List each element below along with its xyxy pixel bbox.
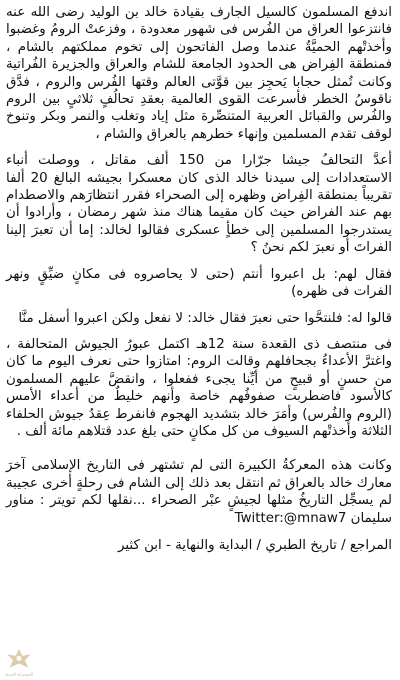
paragraph-conclusion [6, 457, 392, 527]
spacer [6, 327, 392, 336]
spacer [6, 143, 392, 152]
paragraph-alliance: أعدَّ التحالفُ جيشا جرّارا من 150 ألف مقاتل ، ووصلت أنباء الاستعدادات إلى سيدنا خالد الذى كان معسكرا بجيشه البالغ 20 ألفا تقريباً بمنطقة الفِراض وظهره إلى الصحراء فقرر انتظارَهم والاصطدام بهم عند الفراض حيث كان مقيما هناك منذ شهر رمضان ، وأرادوا أن يستدرجوا المسلمين إلى خطأٍ عسكرى فقالوا لخالد: إما أن تعبرَ إلينا الفراتَ أو نعبرَ لكم نحنُ ؟ [6, 153, 392, 256]
watermark-label: الموسوعة الحديثة [4, 671, 34, 677]
paragraph-battle: فى منتصف ذى القعدة سنة 12هـ اكتمل عبورُ الجيوش المتحالفة ، واغترَّ الأعداءُ بجحافلهم وقالت الروم: امتازوا حتى نعرف اليوم ما كان من حسنٍ أو قبيحٍ من أيِّنا يجىء ففعلوا ، وانقضَّ عليهم المسلمون كالأسود فاضطربت صفوفُهم خاصة وأنهم خليطٌ من أعداء الأمس (الروم والفُرس) وأمَرَ خالد بتشديد الهجوم فانفرط عِقدُ جيوش الحلفاء الثلاثة وأخذتْهم السيوف من كل مكانٍ حتى بلغ عدد قتلاهم مائة ألف . [6, 336, 392, 439]
paragraph-khalid-reply: فقال لهم: بل اعبروا أنتم (حتى لا يحاصروه فى مكانٍ ضيِّقٍ ونهر الفرات فى ظهره) [6, 266, 392, 300]
spacer [6, 257, 392, 266]
paragraph-intro: اندفع المسلمون كالسيل الجارف بقيادة خالد بن الوليد رضى الله عنه فانتزعوا العراق من الفُرس فى شهور معدودة ، وفزعتْ الرومُ وغضبوا وأخذتْهم الحميَّةُ عندما وصل الفاتحون إلى تخوم مملكتهم بالشام ، فمنطقة الفِراض هى الحدود الجامعة للشام والعراق والجزيرة الفُراتية وكانت تُمثل حجابا يَحجِز بين قوَّتى العالم وقتها الفُرس والروم ، فدَّق ناقوسُ الخطر فأسرعت القوى العالمية بعقدِ تحالُفٍ ثلاثىٍ بين الروم والفُرس والقبائل العربية المتنصِّرة مثل إياد وتغلب والنمر وبكر وتنوخ لوقف تقدم المسلمين وإنهاء خطرهم بالعراق والشام ، [6, 5, 392, 142]
eagle-emblem-icon [2, 644, 36, 678]
references-line: المراجع / تاريخ الطبري / البداية والنهاية - ابن كثير [117, 537, 392, 553]
spacer [6, 301, 392, 310]
twitter-handle[interactable]: Twitter:@mnaw7 [234, 510, 347, 526]
paragraph-enemy-reply: قالوا له: فلنتحَّوا حتى نعبرَ فقال خالد: لا نفعل ولكن اعبروا أسفل منَّا [18, 310, 392, 326]
spacer [6, 440, 392, 457]
article-body [6, 4, 392, 554]
conclusion-text: وكانت هذه المعركةُ الكبيرة التى لم تشتهر فى التاريخ الإسلامى آخرَ معارك خالد بالعراق ثم انتقل بعد ذلك إلى الشام فى رحلةٍ أخرى عجيبة لم يسجِّل التاريخُ مثلها لجيشٍ عبْر الصحراء ...نقلها لكم تويتر : مناور سليمان [6, 458, 392, 526]
